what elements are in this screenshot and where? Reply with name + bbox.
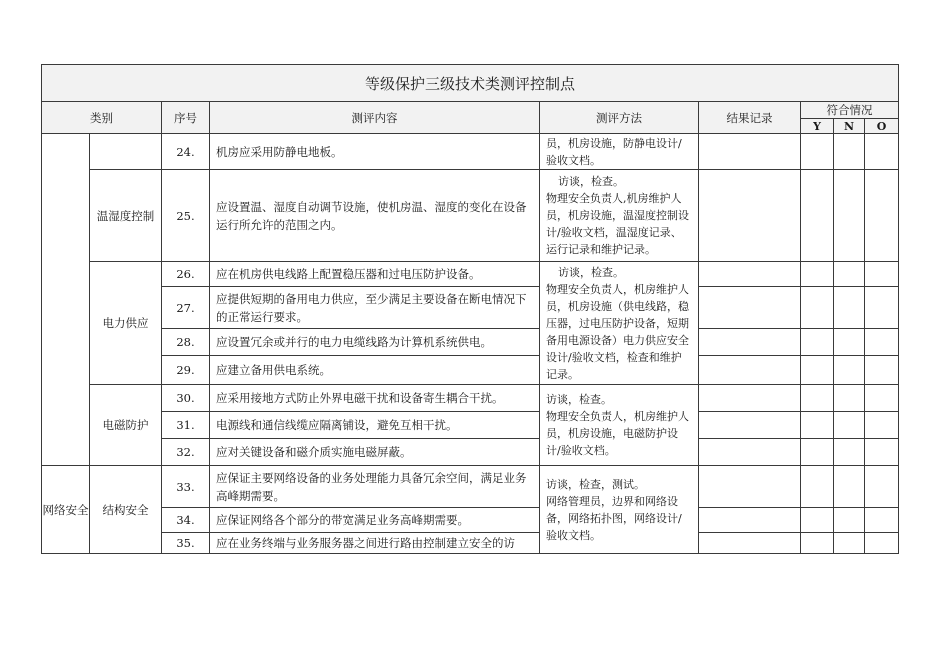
n-cell[interactable] (834, 329, 865, 356)
content-cell: 应在机房供电线路上配置稳压器和过电压防护设备。 (210, 262, 540, 287)
content-cell: 应保证网络各个部分的带宽满足业务高峰期需要。 (210, 508, 540, 533)
y-cell[interactable] (801, 439, 834, 466)
result-cell[interactable] (699, 508, 801, 533)
header-result: 结果记录 (699, 102, 801, 134)
result-cell[interactable] (699, 287, 801, 329)
content-cell: 电源线和通信线缆应隔离铺设，避免互相干扰。 (210, 412, 540, 439)
y-cell[interactable] (801, 329, 834, 356)
seq-cell: 24. (162, 134, 210, 170)
y-cell[interactable] (801, 356, 834, 385)
o-cell[interactable] (865, 412, 899, 439)
o-cell[interactable] (865, 329, 899, 356)
o-cell[interactable] (865, 170, 899, 262)
o-cell[interactable] (865, 533, 899, 554)
header-compliance: 符合情况 (801, 102, 899, 119)
seq-cell: 32. (162, 439, 210, 466)
seq-cell: 33. (162, 466, 210, 508)
category-network-security: 网络安全 (42, 466, 90, 554)
header-seq: 序号 (162, 102, 210, 134)
n-cell[interactable] (834, 533, 865, 554)
o-cell[interactable] (865, 466, 899, 508)
y-cell[interactable] (801, 262, 834, 287)
result-cell[interactable] (699, 412, 801, 439)
seq-cell: 28. (162, 329, 210, 356)
seq-cell: 29. (162, 356, 210, 385)
category-cell-physical (42, 134, 90, 466)
header-o: O (865, 119, 899, 134)
method-line: 网络管理员，边界和网络设备，网络拓扑图，网络设计/验收文档。 (546, 494, 682, 542)
subcategory-temp-humidity: 温湿度控制 (90, 170, 162, 262)
result-cell[interactable] (699, 356, 801, 385)
seq-cell: 34. (162, 508, 210, 533)
subcategory-power: 电力供应 (90, 262, 162, 385)
n-cell[interactable] (834, 262, 865, 287)
seq-cell: 35. (162, 533, 210, 554)
content-cell: 应采用接地方式防止外界电磁干扰和设备寄生耦合干扰。 (210, 385, 540, 412)
method-line: 物理安全负责人，机房维护人员，机房设施（供电线路，稳压器，过电压防护设备，短期备用电源设备）电力供应安全设计/验收文档，检查和维护记录。 (546, 282, 689, 381)
evaluation-table (41, 64, 899, 554)
header-category: 类别 (42, 102, 162, 134)
method-line: 物理安全负责人,机房维护人员，机房设施，温湿度控制设计/验收文档，温湿度记录、运行记录和维护记录。 (546, 192, 689, 256)
content-cell: 应提供短期的备用电力供应，至少满足主要设备在断电情况下的正常运行要求。 (210, 287, 540, 329)
o-cell[interactable] (865, 262, 899, 287)
result-cell[interactable] (699, 466, 801, 508)
content-cell: 机房应采用防静电地板。 (210, 134, 540, 170)
table-title: 等级保护三级技术类测评控制点 (42, 65, 899, 102)
o-cell[interactable] (865, 439, 899, 466)
y-cell[interactable] (801, 412, 834, 439)
n-cell[interactable] (834, 412, 865, 439)
y-cell[interactable] (801, 508, 834, 533)
seq-cell: 26. (162, 262, 210, 287)
method-cell (540, 385, 699, 466)
header-n: N (834, 119, 865, 134)
result-cell[interactable] (699, 170, 801, 262)
method-line: 访谈，检查。 (558, 265, 624, 279)
method-cell: 员，机房设施，防静电设计/验收文档。 (540, 134, 699, 170)
y-cell[interactable] (801, 134, 834, 170)
y-cell[interactable] (801, 466, 834, 508)
result-cell[interactable] (699, 439, 801, 466)
method-cell (540, 466, 699, 554)
result-cell[interactable] (699, 385, 801, 412)
method-line: 访谈，检查。 (558, 175, 624, 188)
seq-cell: 31. (162, 412, 210, 439)
subcategory-emc: 电磁防护 (90, 385, 162, 466)
content-cell: 应设置冗余或并行的电力电缆线路为计算机系统供电。 (210, 329, 540, 356)
content-cell: 应在业务终端与业务服务器之间进行路由控制建立安全的访 (210, 533, 540, 554)
header-y: Y (801, 119, 834, 134)
method-cell (540, 262, 699, 385)
y-cell[interactable] (801, 533, 834, 554)
n-cell[interactable] (834, 170, 865, 262)
n-cell[interactable] (834, 508, 865, 533)
y-cell[interactable] (801, 385, 834, 412)
subcategory-cell-static (90, 134, 162, 170)
method-line: 访谈，检查。 (546, 393, 612, 406)
n-cell[interactable] (834, 439, 865, 466)
o-cell[interactable] (865, 385, 899, 412)
result-cell[interactable] (699, 262, 801, 287)
y-cell[interactable] (801, 287, 834, 329)
content-cell: 应保证主要网络设备的业务处理能力具备冗余空间，满足业务高峰期需要。 (210, 466, 540, 508)
method-line: 物理安全负责人，机房维护人员，机房设施，电磁防护设计/验收文档。 (546, 410, 689, 457)
header-content: 测评内容 (210, 102, 540, 134)
method-cell (540, 170, 699, 262)
o-cell[interactable] (865, 287, 899, 329)
content-cell: 应建立备用供电系统。 (210, 356, 540, 385)
seq-cell: 25. (162, 170, 210, 262)
header-method: 测评方法 (540, 102, 699, 134)
n-cell[interactable] (834, 287, 865, 329)
result-cell[interactable] (699, 329, 801, 356)
n-cell[interactable] (834, 385, 865, 412)
n-cell[interactable] (834, 356, 865, 385)
subcategory-structure: 结构安全 (90, 466, 162, 554)
o-cell[interactable] (865, 356, 899, 385)
content-cell: 应对关键设备和磁介质实施电磁屏蔽。 (210, 439, 540, 466)
result-cell[interactable] (699, 134, 801, 170)
n-cell[interactable] (834, 466, 865, 508)
seq-cell: 30. (162, 385, 210, 412)
y-cell[interactable] (801, 170, 834, 262)
o-cell[interactable] (865, 508, 899, 533)
content-cell: 应设置温、湿度自动调节设施，使机房温、湿度的变化在设备运行所允许的范围之内。 (210, 170, 540, 262)
n-cell[interactable] (834, 134, 865, 170)
seq-cell: 27. (162, 287, 210, 329)
result-cell[interactable] (699, 533, 801, 554)
o-cell[interactable] (865, 134, 899, 170)
method-line: 访谈，检查，测试。 (546, 477, 645, 491)
